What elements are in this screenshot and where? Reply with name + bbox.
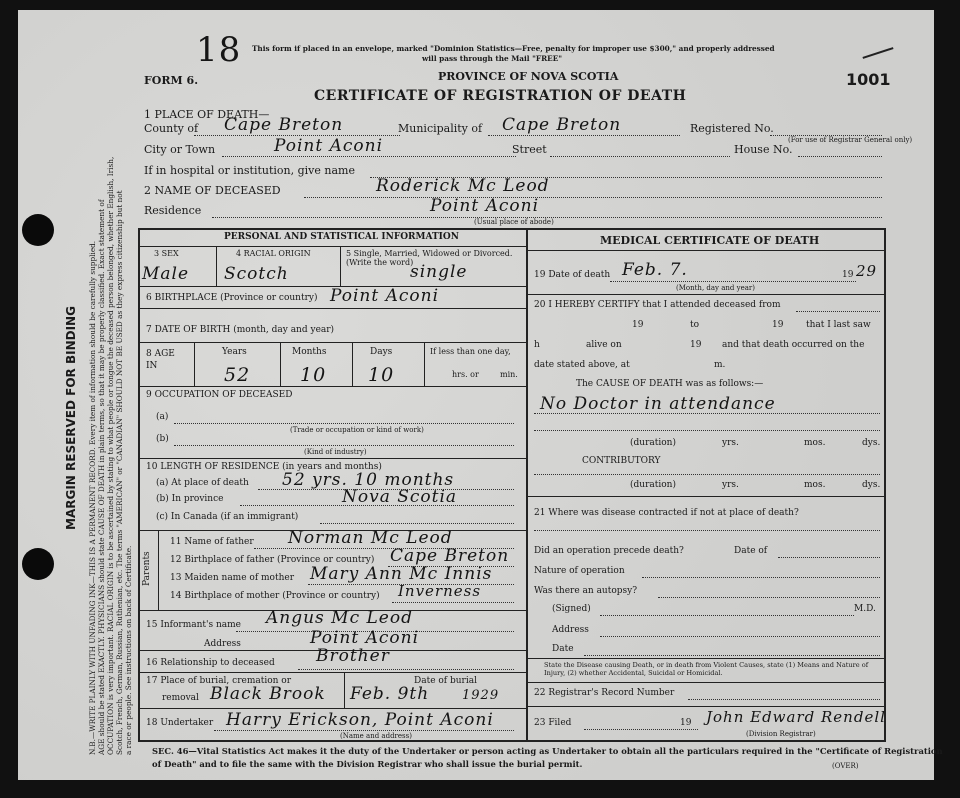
- burial-place-value: Black Brook: [210, 684, 326, 704]
- city-label: City or Town: [144, 143, 216, 156]
- length-of-residence-label: 10 LENGTH OF RESIDENCE (in years and months): [146, 462, 382, 472]
- mail-note-1: This form if placed in an envelope, marked "Dominion Statistics—Free, penalty for improper use $300," and properly addressed: [252, 44, 775, 53]
- burial-place-label-2: removal: [162, 693, 199, 703]
- sex-value: Male: [142, 264, 190, 284]
- informant-value: Angus Mc Leod: [266, 608, 413, 628]
- contributory-months-label: mos.: [804, 480, 826, 490]
- division-registrar-note: (Division Registrar): [746, 730, 816, 738]
- racial-origin-label: 4 RACIAL ORIGIN: [236, 249, 311, 258]
- disease-contracted-label: 21 Where was disease contracted if not at place of death?: [534, 508, 799, 518]
- cause-of-death-label: The CAUSE OF DEATH was as follows:—: [576, 379, 764, 389]
- certify-line2-c: 19: [772, 320, 784, 330]
- house-number-label: House No.: [734, 143, 793, 156]
- margin-instructions-5: a race or people. See instructions on back of Certificate.: [124, 545, 133, 755]
- physician-date-label: Date: [552, 644, 574, 654]
- filed-year-prefix: 19: [680, 718, 692, 728]
- cause-duration-label: (duration): [630, 438, 676, 448]
- certificate-title: CERTIFICATE OF REGISTRATION OF DEATH: [314, 88, 687, 104]
- burial-date-label: Date of burial: [414, 676, 477, 686]
- age-days-value: 10: [368, 364, 395, 386]
- residence-label: Residence: [144, 204, 202, 217]
- age-label: 8 AGE IN: [146, 349, 175, 371]
- relationship-value: Brother: [316, 646, 390, 666]
- birthplace-label: 6 BIRTHPLACE (Province or country): [146, 293, 318, 303]
- operation-label: Did an operation precede death?: [534, 546, 684, 556]
- province-heading: PROVINCE OF NOVA SCOTIA: [438, 70, 619, 83]
- certify-line2-d: that I last saw: [806, 320, 871, 330]
- marital-status-label: 5 Single, Married, Widowed or Divorced. (Write the word): [346, 249, 513, 267]
- margin-instructions-1: N.B.—WRITE PLAINLY WITH UNFADING INK—THIS IS A PERMANENT RECORD. Every item of information should be carefully supplied.: [88, 240, 97, 755]
- registrar-note: (For use of Registrar General only): [788, 136, 913, 144]
- age-days-label: Days: [370, 347, 393, 357]
- deceased-name-label: 2 NAME OF DECEASED: [144, 184, 281, 197]
- cause-of-death-value: No Doctor in attendance: [540, 394, 776, 414]
- relationship-label: 16 Relationship to deceased: [146, 658, 275, 668]
- at-place-label: (a) At place of death: [156, 478, 249, 488]
- corner-mark: 18: [196, 30, 242, 70]
- certify-line3-c: 19: [690, 340, 702, 350]
- cause-months-label: mos.: [804, 438, 826, 448]
- margin-reserved-label: MARGIN RESERVED FOR BINDING: [64, 306, 78, 530]
- county-label: County of: [144, 122, 199, 135]
- burial-year-value: 1929: [462, 688, 500, 703]
- margin-instructions-2: AGE should be stated EXACTLY. PHYSICIANS should state CAUSE OF DEATH in plain terms, so that it may be properly classified. Exact statement of: [97, 199, 106, 755]
- contributory-duration-label: (duration): [630, 480, 676, 490]
- in-canada-label: (c) In Canada (if an immigrant): [156, 512, 299, 522]
- minutes-label: min.: [500, 370, 518, 379]
- hospital-label: If in hospital or institution, give name: [144, 164, 355, 177]
- record-number-label: 22 Registrar's Record Number: [534, 688, 675, 698]
- father-birthplace-label: 12 Birthplace of father (Province or country): [170, 555, 375, 565]
- certify-line2-b: to: [690, 320, 700, 330]
- sec46-note-2: of Death" and to file the same with the Division Registrar who shall issue the burial permit.: [152, 759, 583, 769]
- occupation-b-label: (b): [156, 434, 169, 444]
- date-of-death-note: (Month, day and year): [676, 284, 755, 292]
- mother-birthplace-label: 14 Birthplace of mother (Province or country): [170, 591, 380, 601]
- contributory-years-label: yrs.: [722, 480, 739, 490]
- md-label: M.D.: [854, 604, 876, 614]
- binding-hole-bottom: [22, 548, 54, 580]
- age-months-label: Months: [292, 347, 327, 357]
- over-note: (OVER): [832, 762, 859, 770]
- place-of-death-label: 1 PLACE OF DEATH—: [144, 108, 270, 121]
- certificate-number: 1001: [846, 70, 891, 89]
- municipality-label: Municipality of: [398, 122, 483, 135]
- father-birthplace-value: Cape Breton: [390, 546, 510, 566]
- sex-label: 3 SEX: [154, 249, 179, 258]
- binding-hole-top: [22, 214, 54, 246]
- division-registrar-signature: John Edward Rendell: [706, 708, 886, 726]
- father-name-label: 11 Name of father: [170, 537, 254, 547]
- certify-label: 20 I HEREBY CERTIFY that I attended deceased from: [534, 300, 781, 310]
- operation-date-label: Date of: [734, 546, 768, 556]
- municipality-value: Cape Breton: [502, 115, 622, 135]
- certify-line3-b: alive on: [586, 340, 622, 350]
- mother-name-label: 13 Maiden name of mother: [170, 573, 295, 583]
- certify-line4: date stated above, at: [534, 360, 630, 370]
- physician-address-label: Address: [552, 625, 589, 635]
- corner-pen-stroke: [862, 47, 893, 59]
- in-province-label: (b) In province: [156, 494, 224, 504]
- contributory-label: CONTRIBUTORY: [582, 456, 661, 466]
- undertaker-value: Harry Erickson, Point Aconi: [226, 710, 494, 730]
- deceased-name-value: Roderick Mc Leod: [376, 176, 550, 196]
- undertaker-note: (Name and address): [340, 732, 412, 740]
- certify-line3-d: and that death occurred on the: [722, 340, 865, 350]
- undertaker-label: 18 Undertaker: [146, 718, 214, 728]
- age-years-label: Years: [222, 347, 247, 357]
- date-of-birth-label: 7 DATE OF BIRTH (month, day and year): [146, 325, 335, 335]
- mother-birthplace-value: Inverness: [398, 582, 482, 600]
- racial-origin-value: Scotch: [224, 264, 289, 284]
- age-months-value: 10: [300, 364, 327, 386]
- informant-address-value: Point Aconi: [310, 628, 420, 648]
- certificate-sheet: [18, 10, 943, 780]
- in-province-value: Nova Scotia: [342, 487, 458, 507]
- street-label: Street: [512, 143, 547, 156]
- sec46-note-1: SEC. 46—Vital Statistics Act makes it the duty of the Undertaker or person acting as Undertaker to obtain all the particulars required in the "Certificate of Registration: [152, 746, 943, 756]
- residence-note: (Usual place of abode): [474, 218, 554, 226]
- cause-years-label: yrs.: [722, 438, 739, 448]
- signed-label: (Signed): [552, 604, 591, 614]
- registered-number-label: Registered No.: [690, 122, 774, 135]
- form-number: FORM 6.: [144, 74, 199, 87]
- county-value: Cape Breton: [224, 115, 344, 135]
- burial-place-label-1: 17 Place of burial, cremation or: [146, 676, 292, 686]
- marital-status-value: single: [410, 262, 468, 282]
- occupation-a-note: (Trade or occupation or kind of work): [290, 426, 424, 434]
- residence-value: Point Aconi: [430, 196, 540, 216]
- certify-line4-m: m.: [714, 360, 726, 370]
- informant-label: 15 Informant's name: [146, 620, 242, 630]
- medical-section-title: MEDICAL CERTIFICATE OF DEATH: [600, 234, 820, 247]
- parents-label: Parents: [142, 551, 152, 586]
- filed-label: 23 Filed: [534, 718, 572, 728]
- state-disease-note: State the Disease causing Death, or in death from Violent Causes, state (1) Means and Nature of Injury, (2) whether Accidental, Suicidal or Homicidal.: [544, 661, 869, 677]
- occupation-label: 9 OCCUPATION OF DECEASED: [146, 390, 293, 400]
- occupation-b-note: (Kind of industry): [304, 448, 367, 456]
- autopsy-label: Was there an autopsy?: [534, 586, 638, 596]
- death-year-prefix: 19: [842, 270, 854, 280]
- burial-date-value: Feb. 9th: [350, 684, 430, 704]
- margin-instructions-3: OCCUPATION is very important. RACIAL ORIGIN is to be ascertained by stating to what people or tongue the deceased person belonged, whether English, Irish,: [106, 156, 115, 755]
- hours-label: hrs. or: [452, 370, 479, 379]
- death-year-value: 29: [856, 262, 878, 280]
- margin-instructions-4: Scotch, French, German, Russian, Ruthenian, etc. The terms "AMERICAN" or "CANADIAN" SHOULD NOT BE USED as they express citizenship but not: [115, 190, 124, 755]
- contributory-days-label: dys.: [862, 480, 881, 490]
- father-name-value: Norman Mc Leod: [288, 528, 453, 548]
- at-place-value: 52 yrs. 10 months: [282, 470, 455, 490]
- date-of-death-value: Feb. 7.: [622, 260, 688, 280]
- less-than-day-label: If less than one day,: [430, 347, 511, 356]
- certify-line3-a: h: [534, 340, 540, 350]
- certify-line2-a: 19: [632, 320, 644, 330]
- date-of-death-label: 19 Date of death: [534, 270, 611, 280]
- mail-note-2: will pass through the Mail "FREE": [422, 54, 563, 63]
- mother-name-value: Mary Ann Mc Innis: [310, 564, 493, 584]
- occupation-a-label: (a): [156, 412, 169, 422]
- cause-days-label: dys.: [862, 438, 881, 448]
- birthplace-value: Point Aconi: [330, 286, 440, 306]
- age-years-value: 52: [224, 364, 251, 386]
- informant-address-label: Address: [204, 639, 241, 649]
- personal-section-title: PERSONAL AND STATISTICAL INFORMATION: [224, 232, 459, 242]
- operation-nature-label: Nature of operation: [534, 566, 625, 576]
- city-value: Point Aconi: [274, 136, 384, 156]
